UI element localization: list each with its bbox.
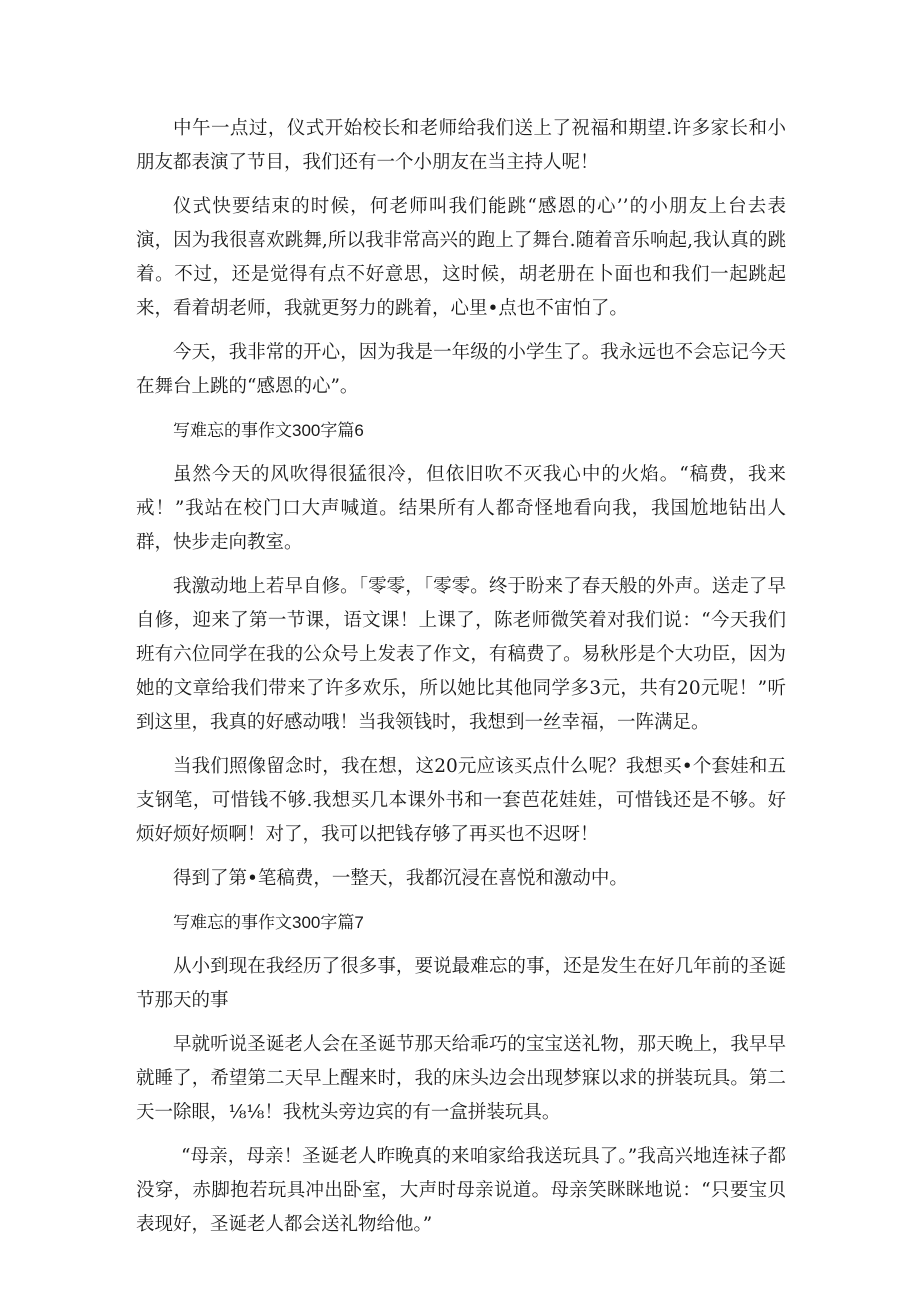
document-body <box>136 112 786 1252</box>
paragraph: 我激动地上若早自修。「零零，「零零。终于盼来了春天般的外声。送走了早自修，迎来了第一节课，语文课！上课了，陈老师微笑着对我们说：“今天我们班有六位同学在我的公众号上发表了作文，有稿费了。易秋彤是个大功臣，因为她的文章给我们带来了许多欢乐，所以她比其他同学多3元，共有20元呢！”听到这里，我真的好感动哦！当我领钱时，我想到一丝幸福，一阵满足。 <box>136 576 786 733</box>
paragraph: 虽然今天的风吹得很猛很冷，但依旧吹不灭我心中的火焰。“稿费，我来戒！”我站在校门口大声喊道。结果所有人都奇怪地看向我，我国尬地钻出人群，快步走向教室。 <box>136 464 786 553</box>
paragraph: 得到了第•笔稿费，一整天，我都沉浸在喜悦和激动中。 <box>173 868 628 889</box>
paragraph: 今天，我非常的开心，因为我是一年级的小学生了。我永远也不会忘记今天在舞台上跳的“感恩的心”。 <box>136 342 786 397</box>
paragraph: 当我们照像留念时，我在想，这20元应该买点什么呢？我想买•个套娃和五支钢笔，可惜钱不够.我想买几本课外书和一套芭花娃娃，可惜钱还是不够。好烦好烦好烦啊！对了，我可以把钱存够了再买也不迟呀！ <box>136 756 786 845</box>
paragraph: 从小到现在我经历了很多事，要说最难忘的事，还是发生在好几年前的圣诞节那天的事 <box>136 956 786 1011</box>
paragraph: 早就听说圣诞老人会在圣诞节那天给乖巧的宝宝送礼物，那天晚上，我早早就睡了，希望第二天早上醒来时，我的床头边会出现梦寐以求的拼装玩具。第二天一除眼，⅛⅛！我枕头旁边宾的有一盒拼装玩具。 <box>136 1034 786 1123</box>
section-heading-6: 写难忘的事作文300字篇6 <box>173 421 364 440</box>
section-heading-7: 写难忘的事作文300字篇7 <box>173 913 364 932</box>
paragraph: “母亲，母亲！圣诞老人昨晚真的来咱家给我送玩具了。”我高兴地连袜子都没穿，赤脚抱若玩具冲出卧室，大声时母亲说道。母亲笑眯眯地说：“只要宝贝表现好，圣诞老人都会送礼物给他。” <box>136 1146 786 1235</box>
paragraph: 仪式快要结束的时候，何老师叫我们能跳“感恩的心’’的小朋友上台去表演，因为我很喜欢跳舞,所以我非常高兴的跑上了舞台.随着音乐响起,我认真的跳着。不过，还是觉得有点不好意思，这时候，胡老册在卜面也和我们一起跳起来，看着胡老师，我就更努力的跳着，心里•点也不宙怕了。 <box>136 196 786 319</box>
paragraph: 中午一点过，仪式开始校长和老师给我们送上了祝福和期望.许多家长和小朋友都表演了节目，我们还有一个小朋友在当主持人呢！ <box>136 118 786 173</box>
